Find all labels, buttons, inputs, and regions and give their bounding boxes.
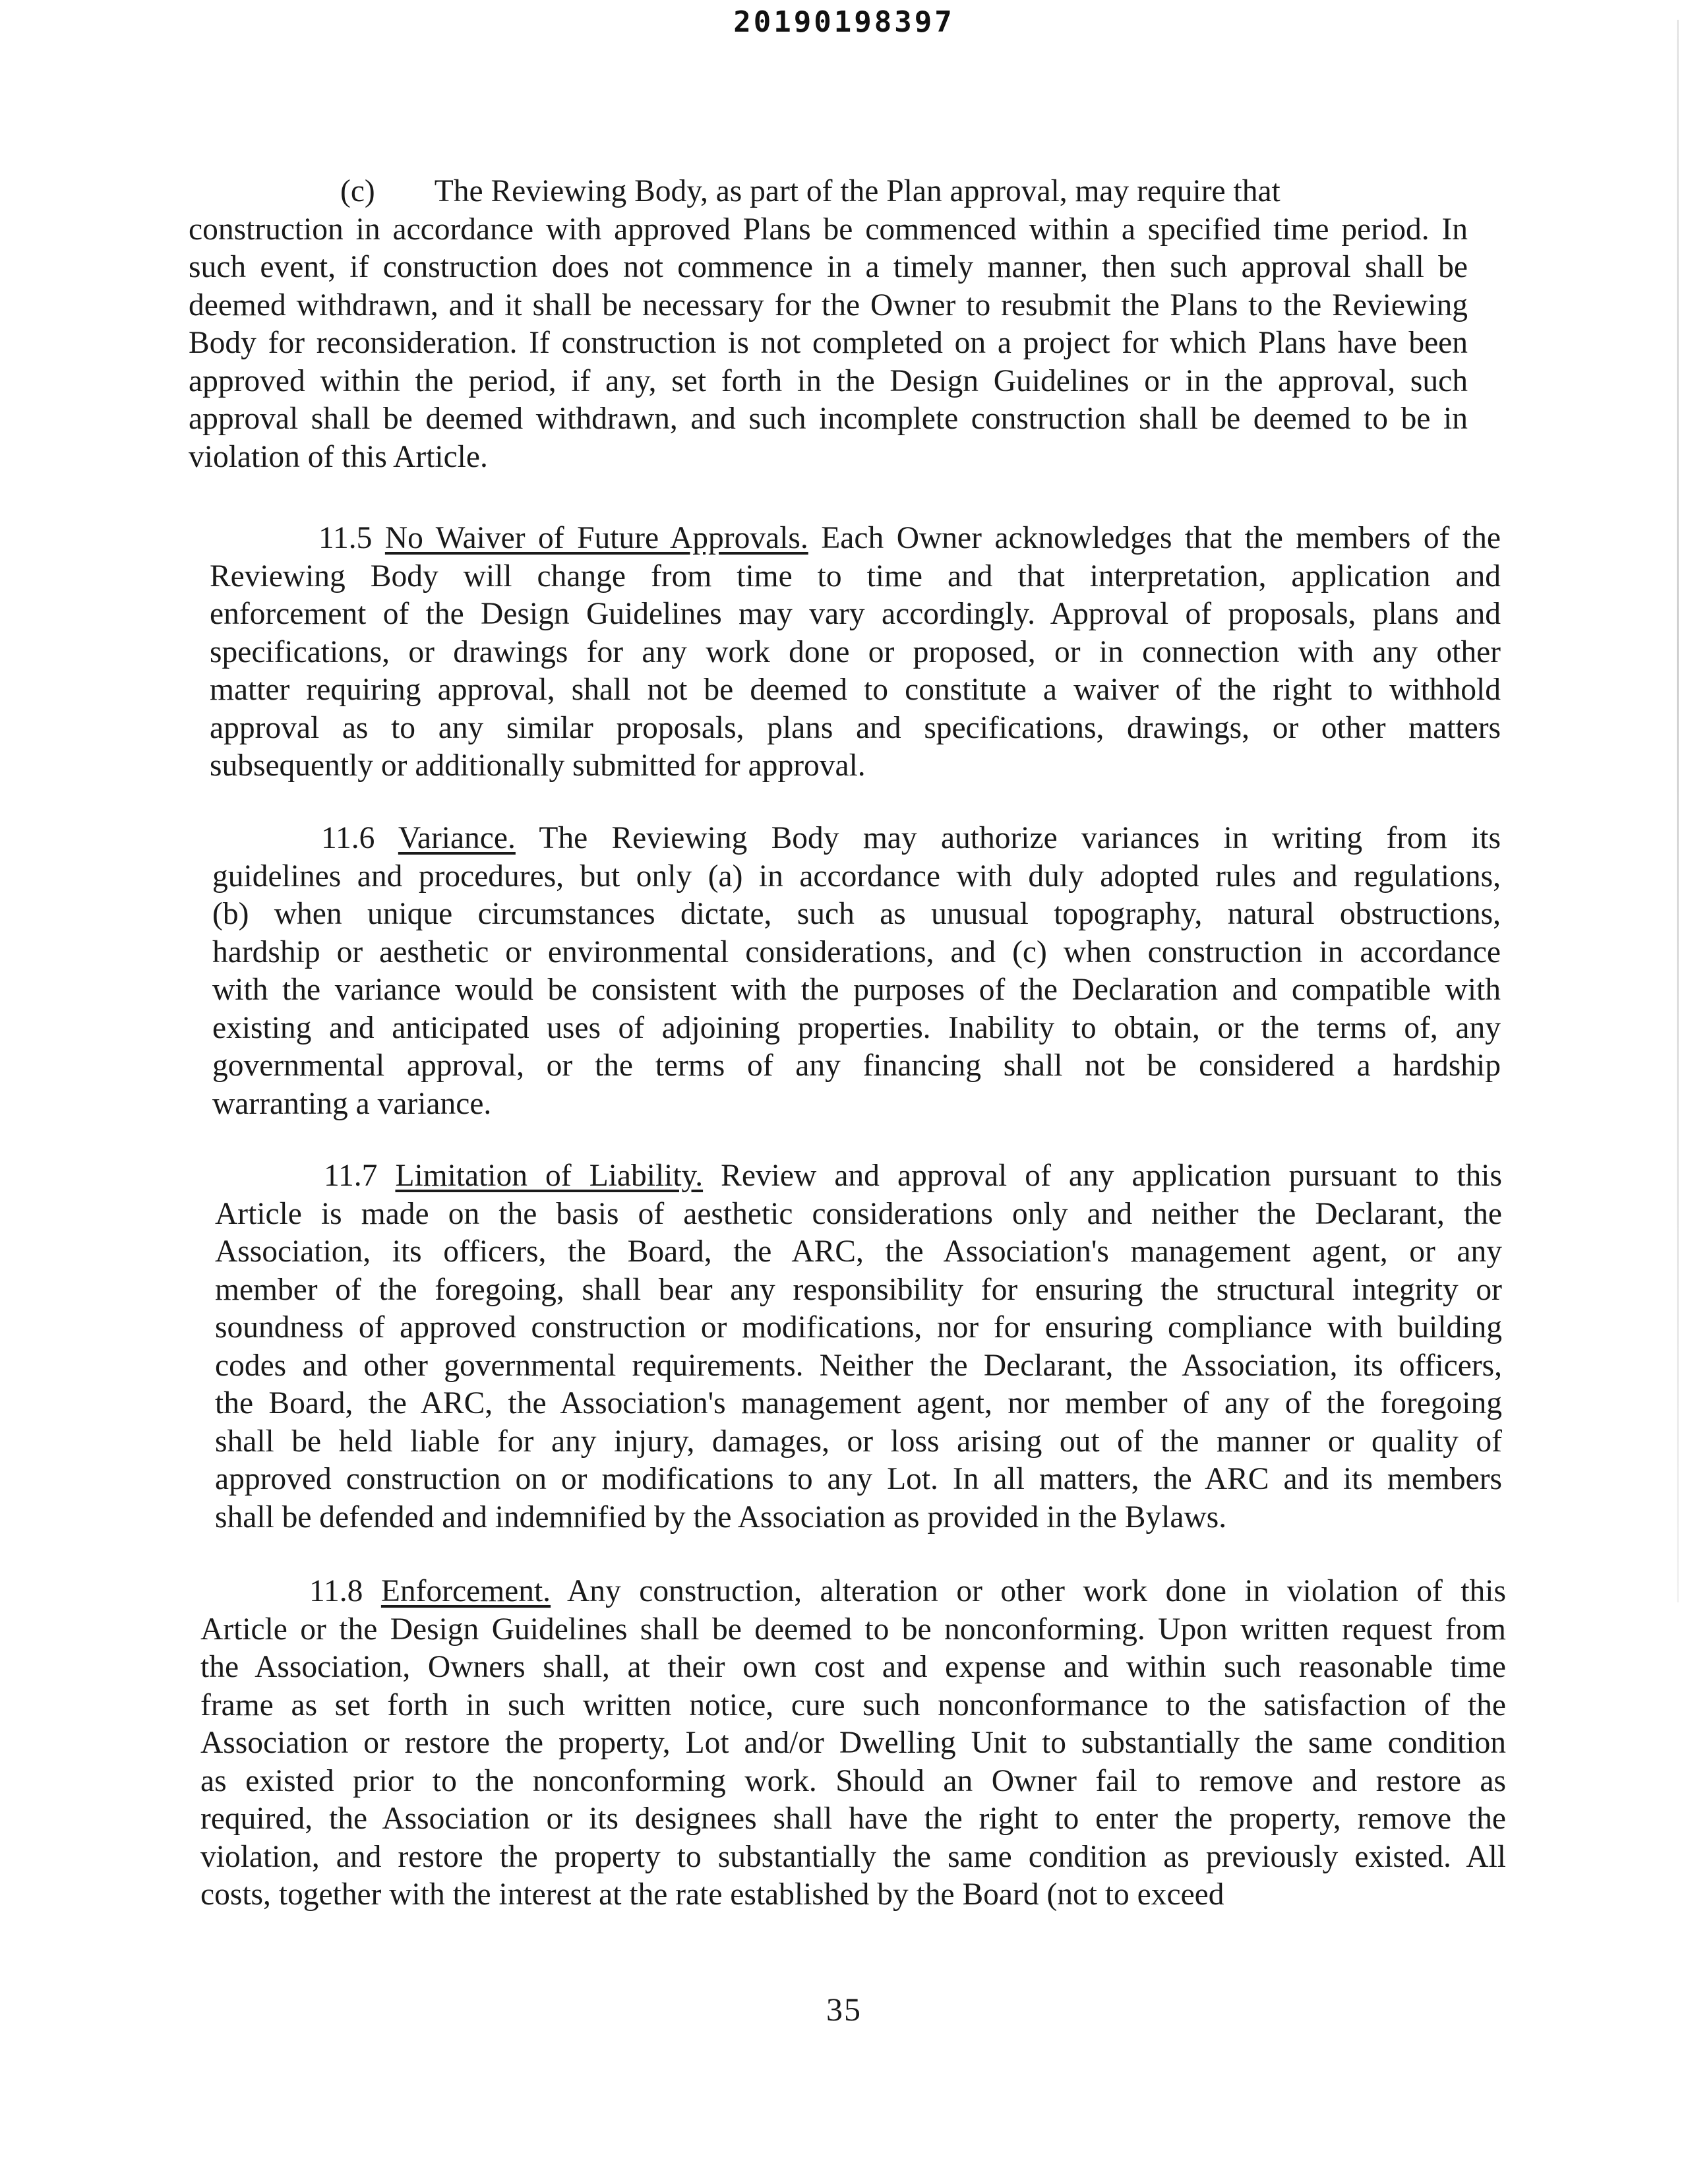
section-11-8-line: frame as set forth in such written notice, cure such nonconformance to the satisfaction of the (200, 1687, 1506, 1722)
section-11-7-line: Article is made on the basis of aesthetic considerations only and neither the Declarant, the (215, 1196, 1502, 1231)
section-11-7-line: soundness of approved construction or modifications, nor for ensuring compliance with building (215, 1310, 1502, 1345)
section-11-8-line: Association or restore the property, Lot and/or Dwelling Unit to substantially the same condition (200, 1726, 1506, 1760)
section-11-7-line: the Board, the ARC, the Association's management agent, nor member of any of the foregoing (215, 1386, 1502, 1420)
section-11-5-first-line (210, 520, 1501, 558)
section-11-8-line: as existed prior to the nonconforming work. Should an Owner fail to remove and restore as (200, 1763, 1506, 1798)
section-11-8-line: required, the Association or its designees shall have the right to enter the property, remove the (200, 1802, 1506, 1836)
section-11-6-heading: Variance. (398, 821, 516, 855)
scan-edge-shadow (1677, 20, 1679, 1602)
section-11-7-line: approved construction on or modifications to any Lot. In all matters, the ARC and its members (215, 1462, 1502, 1496)
section-11-5 (210, 520, 1501, 785)
section-11-5-heading: No Waiver of Future Approvals. (384, 521, 808, 555)
section-11-6-line: governmental approval, or the terms of any financing shall not be considered a hardship (212, 1048, 1501, 1083)
section-11-5-first-line-text: Each Owner acknowledges that the members of the (821, 521, 1501, 555)
section-11-6-line: warranting a variance. (212, 1086, 492, 1121)
section-11-6-line: existing and anticipated uses of adjoining properties. Inability to obtain, or the terms of, any (212, 1010, 1501, 1045)
page-number: 35 (826, 1991, 862, 2028)
document-number: 20190198397 (733, 5, 955, 39)
section-11-7-line: shall be held liable for any injury, damages, or loss arising out of the manner or quality of (215, 1424, 1502, 1459)
section-11-8-first-line-text: Any construction, alteration or other work done in violation of this (566, 1574, 1506, 1608)
section-11-8-line: the Association, Owners shall, at their own cost and expense and within such reasonable time (200, 1650, 1506, 1684)
section-11-5-line: specifications, or drawings for any work done or proposed, or in connection with any other (210, 634, 1501, 669)
section-11-5-line: approval as to any similar proposals, plans and specifications, drawings, or other matters (210, 710, 1501, 745)
section-11-6-first-line (212, 820, 1501, 858)
section-11-6-line: hardship or aesthetic or environmental considerations, and (c) when construction in accordance (212, 934, 1501, 969)
section-11-8-line: Article or the Design Guidelines shall be deemed to be nonconforming. Upon written request from (200, 1612, 1506, 1647)
section-11-6-line: with the variance would be consistent with the purposes of the Declaration and compatible with (212, 973, 1501, 1007)
section-11-7-line: Association, its officers, the Board, the ARC, the Association's management agent, or any (215, 1234, 1502, 1269)
section-11-5-number: 11.5 (318, 521, 373, 555)
section-11-6 (212, 820, 1501, 1123)
paragraph-c-line: approval shall be deemed withdrawn, and such incomplete construction shall be deemed to be in (189, 402, 1468, 436)
section-11-6-first-line-text: The Reviewing Body may authorize variances in writing from its (539, 821, 1501, 855)
section-11-7 (215, 1157, 1502, 1536)
section-11-7-first-line (215, 1157, 1502, 1196)
paragraph-c-line: construction in accordance with approved Plans be commenced within a specified time period. In (189, 212, 1468, 247)
paragraph-c (189, 173, 1468, 476)
paragraph-c-line: such event, if construction does not commence in a timely manner, then such approval shall be (189, 250, 1468, 284)
paragraph-c-line-0: The Reviewing Body, as part of the Plan approval, may require that (434, 174, 1281, 208)
section-11-5-line: subsequently or additionally submitted for approval. (210, 748, 866, 783)
section-11-7-heading: Limitation of Liability. (395, 1159, 704, 1193)
section-11-5-line: Reviewing Body will change from time to time and that interpretation, application and (210, 559, 1501, 593)
section-11-6-line: guidelines and procedures, but only (a) in accordance with duly adopted rules and regulations, (212, 859, 1501, 894)
paragraph-c-label: (c) (340, 174, 375, 208)
section-11-7-first-line-text: Review and approval of any application pursuant to this (721, 1159, 1502, 1193)
section-11-8 (200, 1573, 1506, 1914)
section-11-7-line: member of the foregoing, shall bear any responsibility for ensuring the structural integrity or (215, 1272, 1502, 1307)
paragraph-c-line: violation of this Article. (189, 439, 488, 474)
section-11-5-line: enforcement of the Design Guidelines may vary accordingly. Approval of proposals, plans and (210, 597, 1501, 631)
section-11-5-line: matter requiring approval, shall not be deemed to constitute a waiver of the right to withhold (210, 673, 1501, 707)
section-11-7-line: shall be defended and indemnified by the Association as provided in the Bylaws. (215, 1500, 1227, 1534)
section-11-6-number: 11.6 (321, 821, 375, 855)
paragraph-c-first-line (189, 173, 1468, 211)
section-11-8-number: 11.8 (309, 1574, 363, 1608)
section-11-8-first-line (200, 1573, 1506, 1611)
paragraph-c-line: approved within the period, if any, set forth in the Design Guidelines or in the approval, such (189, 363, 1468, 398)
section-11-8-line: costs, together with the interest at the rate established by the Board (not to exceed (200, 1877, 1224, 1912)
section-11-8-heading: Enforcement. (380, 1574, 551, 1608)
paragraph-c-line: deemed withdrawn, and it shall be necessary for the Owner to resubmit the Plans to the Reviewing (189, 288, 1468, 322)
section-11-7-line: codes and other governmental requirements. Neither the Declarant, the Association, its officers, (215, 1348, 1502, 1383)
paragraph-c-line: Body for reconsideration. If construction is not completed on a project for which Plans have been (189, 326, 1468, 360)
section-11-6-line: (b) when unique circumstances dictate, such as unusual topography, natural obstructions, (212, 897, 1501, 931)
section-11-8-line: violation, and restore the property to substantially the same condition as previously existed. All (200, 1839, 1506, 1874)
section-11-7-number: 11.7 (324, 1159, 378, 1193)
